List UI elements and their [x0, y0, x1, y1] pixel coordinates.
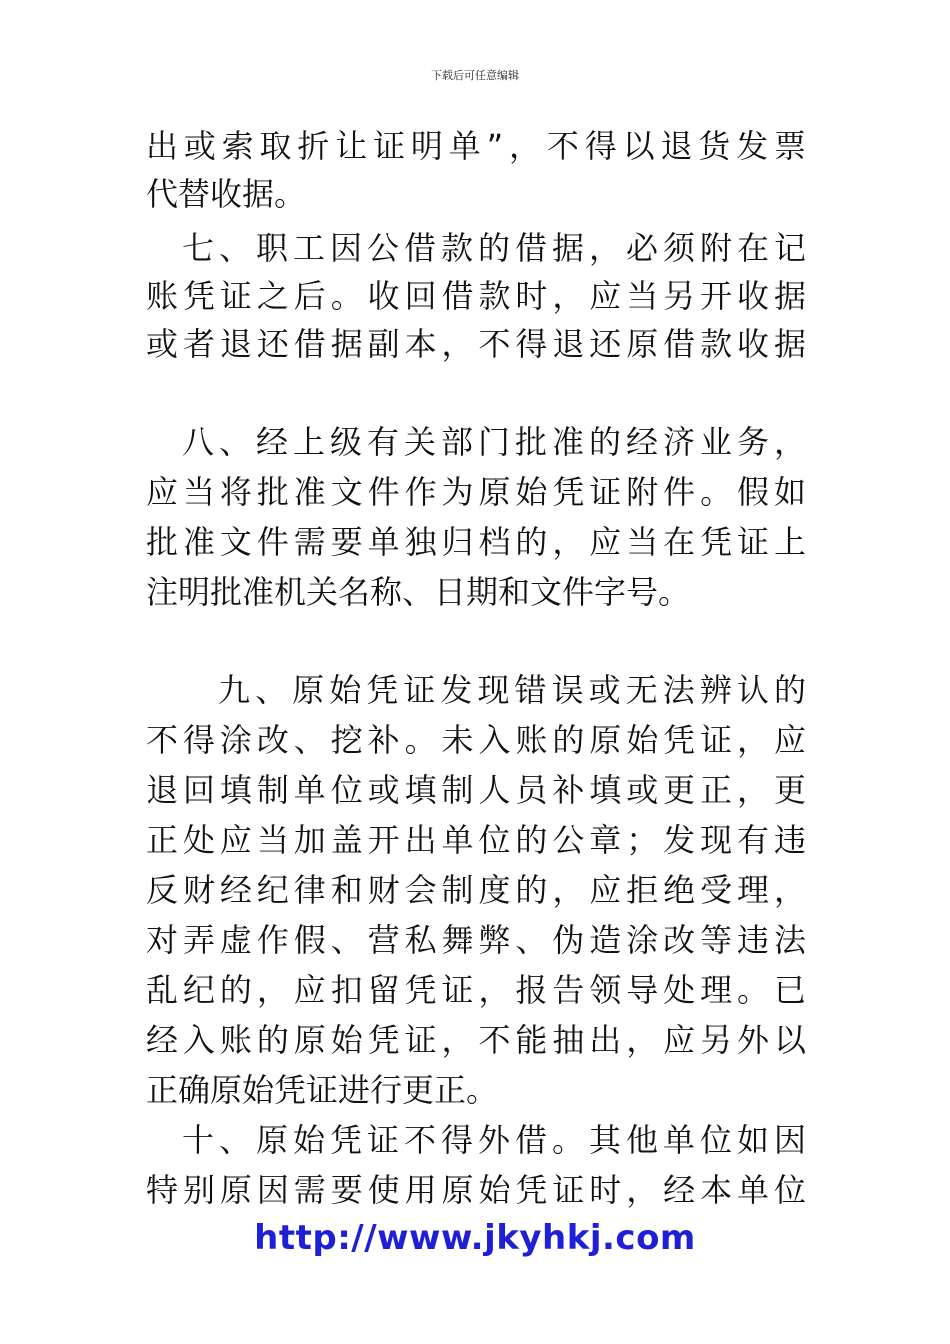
body-line: 不得涂改、挖补。未入账的原始凭证，应 [146, 721, 806, 759]
body-line: 出或索取折让证明单”，不得以退货发票 [146, 127, 806, 165]
body-line: 批准文件需要单独归档的，应当在凭证上 [146, 523, 806, 561]
body-line: 账凭证之后。收回借款时，应当另开收据 [146, 277, 806, 315]
paragraph-start-line: 十、原始凭证不得外借。其他单位如因 [182, 1121, 806, 1159]
paragraph-start-line: 七、职工因公借款的借据，必须附在记 [182, 229, 806, 267]
paragraph-start-line: 九、原始凭证发现错误或无法辨认的 [218, 671, 806, 709]
body-line: 应当将批准文件作为原始凭证附件。假如 [146, 473, 806, 511]
body-line: 退回填制单位或填制人员补填或更正，更 [146, 771, 806, 809]
body-line: 正处应当加盖开出单位的公章；发现有违 [146, 821, 806, 859]
body-line: 经入账的原始凭证，不能抽出，应另外以 [146, 1021, 806, 1059]
body-line: 注明批准机关名称、日期和文件字号。 [146, 573, 691, 611]
body-line: 特别原因需要使用原始凭证时，经本单位 [146, 1171, 806, 1209]
body-line: 正确原始凭证进行更正。 [146, 1071, 499, 1109]
paragraph-start-line: 八、经上级有关部门批准的经济业务， [182, 423, 806, 461]
page-header: 下载后可任意编辑 [431, 69, 519, 82]
body-line: 反财经纪律和财会制度的，应拒绝受理， [146, 871, 806, 909]
body-line: 乱纪的，应扣留凭证，报告领导处理。已 [146, 971, 806, 1009]
body-line: 对弄虚作假、营私舞弊、伪造涂改等违法 [146, 921, 806, 959]
footer-website-link[interactable]: http://www.jkyhkj.com [254, 1218, 696, 1258]
body-line: 代替收据。 [146, 175, 307, 213]
body-line: 或者退还借据副本，不得退还原借款收据 [146, 325, 806, 363]
